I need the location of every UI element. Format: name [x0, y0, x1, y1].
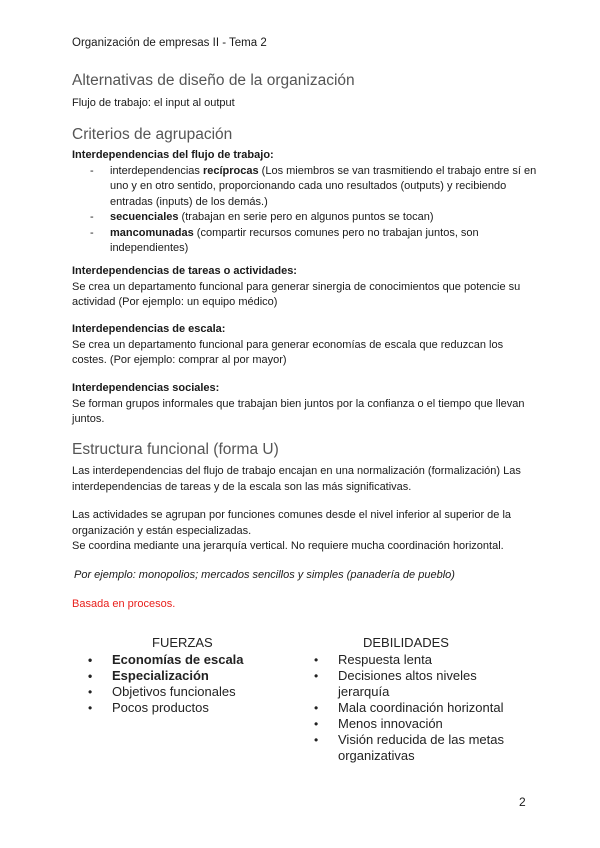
list-item: • Economías de escala [84, 652, 284, 668]
weaknesses-title: DEBILIDADES [363, 635, 449, 650]
list-item: • Especialización [84, 668, 284, 684]
functional-paragraph-2b: Se coordina mediante una jerarquía vertical. No requiere mucha coordinación horizontal. [72, 540, 504, 552]
scale-text: Se crea un departamento funcional para generar economías de escala que reduzcan los costes. (Por ejemplo: comprar al por mayor) [72, 338, 504, 366]
list-item: • Objetivos funcionales [84, 684, 284, 700]
flow-heading: Interdependencias del flujo de trabajo: [72, 149, 274, 161]
social-heading: Interdependencias sociales: [72, 382, 220, 394]
section-title-criteria: Criterios de agrupación [72, 126, 233, 143]
list-item: • Decisiones altos niveles jerarquía [310, 668, 520, 700]
strengths-title: FUERZAS [152, 635, 213, 650]
tasks-block [72, 264, 532, 311]
list-item: • Menos innovación [310, 716, 520, 732]
flow-list [72, 164, 542, 257]
scale-heading: Interdependencias de escala: [72, 323, 226, 335]
list-item: • Respuesta lenta [310, 652, 520, 668]
list-item: • Visión reducida de las metas organizativas [310, 732, 520, 764]
scale-block [72, 322, 532, 369]
social-text: Se forman grupos informales que trabajan bien juntos por la confianza o el tiempo que llevan juntos. [72, 397, 525, 425]
strengths-list [84, 652, 284, 716]
list-item: • Mala coordinación horizontal [310, 700, 520, 716]
list-item: - secuenciales (trabajan en serie pero en algunos puntos se tocan) [72, 210, 542, 226]
functional-paragraph-1: Las interdependencias del flujo de trabajo encajan en una normalización (formalización) Las interdependencias de tareas y de la escala son las más significativas. [72, 465, 521, 493]
functional-paragraph-2a: Las actividades se agrupan por funciones comunes desde el nivel inferior al superior de la organización y están especializadas. [72, 509, 512, 537]
list-item: - mancomunadas (compartir recursos comunes pero no trabajan juntos, son independientes) [72, 226, 542, 257]
flow-interdependencies-block [72, 148, 542, 257]
tasks-heading: Interdependencias de tareas o actividades: [72, 265, 297, 277]
weaknesses-list [310, 652, 520, 764]
workflow-text: Flujo de trabajo: el input al output [72, 97, 235, 109]
tasks-text: Se crea un departamento funcional para generar sinergia de conocimientos que potencie su actividad (Por ejemplo: un equipo médico) [72, 280, 521, 308]
functional-paragraph-2 [72, 508, 532, 555]
page-number: 2 [519, 795, 526, 809]
social-block [72, 381, 532, 428]
section-title-alternatives: Alternativas de diseño de la organización [72, 72, 355, 89]
based-on-processes-note: Basada en procesos. [72, 598, 176, 610]
page-header: Organización de empresas II - Tema 2 [72, 37, 267, 49]
section-title-functional-structure: Estructura funcional (forma U) [72, 441, 279, 458]
example-text: Por ejemplo: monopolios; mercados sencillos y simples (panadería de pueblo) [74, 569, 455, 581]
list-item: • Pocos productos [84, 700, 284, 716]
list-item: - interdependencias recíprocas (Los miembros se van trasmitiendo el trabajo entre sí en uno y en otro sentido, proporcionando cada uno resultados (outputs) y recibiendo entradas (inputs) de los demás.) [72, 164, 542, 211]
